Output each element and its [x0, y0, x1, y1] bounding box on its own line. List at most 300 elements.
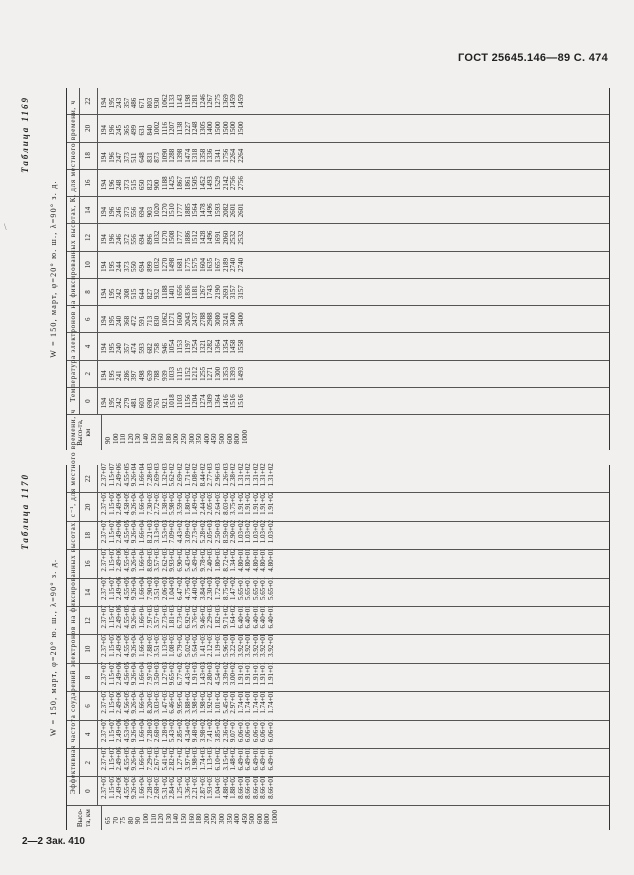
height-cell: 350	[195, 433, 204, 444]
value-cell: 1.66+04	[137, 605, 146, 629]
value-cell: 1.15+07	[107, 747, 116, 771]
value-cell: 1.74+01	[251, 690, 260, 714]
value-cell: 1032	[153, 230, 162, 245]
value-cell: 6.40+01	[259, 605, 268, 629]
value-cell: 5.43+02	[183, 548, 192, 572]
value-cell: 1.26+03	[221, 463, 230, 487]
value-cell: 631	[137, 125, 146, 136]
value-cell: 2.49+06	[115, 775, 124, 799]
value-cell: 1364	[213, 394, 222, 409]
height-cell: 70	[111, 817, 120, 824]
value-cell: 1.27+02	[175, 747, 184, 771]
table-title: W = 150, март, φ=20° ю. ш., λ=90° з. д.	[49, 180, 58, 358]
value-cell: 9.46+02	[198, 605, 207, 629]
value-cell: 2.37+07	[100, 718, 108, 743]
value-cell: 9.71+02	[221, 605, 230, 629]
height-cell: 160	[157, 433, 166, 444]
value-cell: 1.74+01	[236, 690, 245, 714]
value-cell: 1321	[198, 339, 207, 354]
value-cell: 2.37+07	[100, 633, 108, 657]
value-cell: 3.50+03	[153, 662, 162, 686]
value-cell: 7.97+03	[145, 662, 154, 686]
value-cell: 195	[107, 397, 116, 409]
value-cell: 2189	[221, 257, 230, 272]
value-cell: 1512	[191, 230, 200, 245]
value-cell: 1.15+07	[107, 633, 116, 657]
value-cell: 690	[145, 397, 154, 409]
time-column	[67, 279, 609, 306]
value-cell: 1885	[183, 203, 192, 218]
value-cell: 9.78+02	[198, 548, 207, 572]
value-cell: 1248	[191, 121, 200, 136]
value-cell: 1604	[198, 257, 207, 272]
value-cell: 511	[130, 152, 139, 163]
height-cell: 400	[202, 433, 211, 444]
value-cell: 1271	[168, 312, 177, 327]
value-cell: 694	[137, 261, 146, 272]
value-cell: 4.34+02	[183, 718, 192, 743]
value-cell: 946	[160, 343, 169, 354]
value-cell: 195	[107, 97, 116, 109]
height-cell: 110	[119, 433, 128, 444]
value-cell: 1.91+01	[244, 662, 253, 686]
value-cell: 2788	[198, 312, 207, 327]
value-cell: 365	[122, 125, 131, 136]
value-cell: 9.93+02	[168, 548, 177, 572]
time-column	[67, 252, 609, 279]
value-cell: 9.26+04	[130, 463, 139, 487]
data-grid	[66, 465, 610, 830]
value-cell: 195	[107, 343, 116, 354]
table-number-label: Таблица 1169	[20, 96, 30, 173]
value-cell: 2.49+06	[115, 662, 124, 686]
value-cell: 1.98+03	[191, 747, 200, 771]
value-cell: 1.03+02	[244, 520, 253, 544]
height-cell: 65	[104, 817, 112, 824]
value-cell: 2.37+07	[100, 576, 108, 601]
value-cell: 245	[115, 125, 124, 136]
value-cell: 6.06+01	[267, 718, 276, 743]
value-cell: 2.37+07	[100, 690, 108, 714]
value-cell: 515	[130, 179, 139, 191]
value-cell: 2043	[183, 312, 192, 327]
value-cell: 1267	[206, 94, 215, 109]
value-cell: 240	[115, 343, 124, 354]
value-cell: 6.49+01	[244, 747, 253, 771]
value-cell: 4.55+05	[122, 576, 131, 601]
value-cell: 5.65+01	[259, 576, 268, 601]
value-cell: 831	[145, 152, 154, 163]
value-cell: 896	[145, 234, 154, 245]
value-cell: 1.47+03	[160, 690, 169, 714]
value-cell: 803	[145, 97, 154, 109]
height-cell: 500	[248, 813, 257, 824]
height-cell: 1000	[271, 810, 280, 824]
value-cell: 196	[107, 234, 116, 245]
height-cell: 110	[149, 813, 158, 824]
value-cell: 1861	[183, 176, 192, 191]
value-cell: 603	[137, 397, 146, 409]
value-cell: 1.34+02	[229, 548, 238, 572]
value-cell: 279	[122, 397, 131, 409]
value-cell: 758	[153, 343, 162, 354]
time-header: 16	[80, 550, 98, 577]
value-cell: 195	[107, 315, 116, 327]
height-cell: 600	[255, 813, 264, 824]
value-cell: 9.26+04	[130, 605, 139, 629]
value-cell: 1.91+02	[259, 491, 268, 515]
value-cell: 5.65+01	[251, 576, 260, 601]
height-cell: 90	[104, 437, 112, 444]
time-header: 6	[80, 692, 98, 719]
value-cell: 7.09+02	[168, 520, 177, 544]
value-cell: 650	[137, 179, 146, 191]
value-cell: 1.03+02	[251, 520, 260, 544]
value-cell: 903	[145, 206, 154, 218]
value-cell: 1054	[168, 339, 177, 354]
value-cell: 2601	[229, 203, 238, 218]
scan-mark: \	[4, 222, 7, 232]
value-cell: 486	[130, 97, 139, 109]
value-cell: 373	[122, 179, 131, 191]
height-cell: 140	[172, 813, 181, 824]
value-cell: 1.91+01	[259, 662, 268, 686]
value-cell: 7.90+03	[145, 576, 154, 601]
value-cell: 591	[137, 315, 146, 327]
height-cell: 90	[134, 817, 143, 824]
value-cell: 194	[100, 125, 108, 136]
value-cell: 1.04+03	[213, 775, 222, 799]
value-cell: 7.29+03	[145, 747, 154, 771]
value-cell: 2.37+07	[100, 491, 108, 515]
time-header: 2	[80, 361, 98, 387]
value-cell: 1401	[168, 285, 177, 300]
value-cell: 194	[100, 261, 108, 272]
value-cell: 3.88+02	[183, 690, 192, 714]
value-cell: 1300	[213, 366, 222, 381]
value-cell: 2.12+03	[206, 633, 215, 657]
value-cell: 7.30+03	[145, 491, 154, 515]
data-grid	[66, 88, 610, 450]
value-cell: 2.67+03	[153, 747, 162, 771]
value-cell: 3.76+02	[191, 605, 200, 629]
value-cell: 2.84+02	[168, 775, 177, 799]
time-header: 4	[80, 721, 98, 748]
value-cell: 830	[153, 315, 162, 327]
value-cell: 1275	[213, 94, 222, 109]
time-column	[67, 522, 609, 550]
value-cell: 6.06+01	[244, 718, 253, 743]
page-header: ГОСТ 25645.146—89 С. 474	[458, 52, 608, 64]
time-column	[67, 692, 609, 720]
value-cell: 5.45+01	[221, 690, 230, 714]
value-cell: 1.19+03	[213, 633, 222, 657]
value-cell: 1002	[153, 121, 162, 136]
value-cell: 2.49+06	[115, 605, 124, 629]
value-cell: 2.49+06	[115, 633, 124, 657]
value-cell: 1.74+01	[244, 690, 253, 714]
value-cell: 639	[145, 370, 154, 381]
value-cell: 9.48+02	[191, 718, 200, 743]
time-column	[67, 333, 609, 360]
value-cell: 194	[100, 288, 108, 300]
value-cell: 1254	[191, 339, 200, 354]
value-cell: 1353	[221, 366, 230, 381]
value-cell: 4.88+02	[221, 775, 230, 799]
value-cell: 2.73+03	[160, 605, 169, 629]
value-cell: 1270	[160, 230, 169, 245]
value-cell: 3.92+01	[259, 633, 268, 657]
value-cell: 1510	[168, 203, 177, 218]
value-cell: 2.06+03	[160, 576, 169, 601]
value-cell: 1775	[183, 257, 192, 272]
value-cell: 2756	[229, 176, 238, 191]
value-cell: 1267	[198, 285, 207, 300]
value-cell: 2.68+03	[153, 718, 162, 743]
value-cell: 682	[145, 343, 154, 354]
value-cell: 2.80+03	[206, 662, 215, 686]
value-cell: 1.31+02	[251, 463, 260, 487]
value-cell: 1.66+04	[137, 520, 146, 544]
value-cell: 1.31+02	[236, 463, 245, 487]
value-cell: 2.50+03	[213, 520, 222, 544]
value-cell: 1018	[168, 394, 177, 409]
value-cell: 8.03+02	[221, 491, 230, 515]
value-cell: 498	[137, 370, 146, 381]
value-cell: 1500	[213, 121, 222, 136]
value-cell: 2756	[236, 176, 245, 191]
height-cell: 160	[187, 813, 196, 824]
value-cell: 4.40+02	[191, 576, 200, 601]
time-column	[67, 197, 609, 224]
height-cell: 130	[164, 813, 173, 824]
value-cell: 1197	[183, 339, 192, 354]
value-cell: 2.37+07	[100, 548, 108, 572]
value-cell: 840	[145, 125, 154, 136]
value-cell: 556	[130, 234, 139, 245]
value-cell: 5.49+02	[191, 548, 200, 572]
value-cell: 8.75+02	[221, 576, 230, 601]
value-cell: 1282	[206, 339, 215, 354]
value-cell: 2.49+06	[115, 690, 124, 714]
value-cell: 472	[130, 315, 139, 327]
value-cell: 1133	[168, 94, 177, 109]
value-cell: 3157	[229, 285, 238, 300]
value-cell: 3157	[236, 285, 245, 300]
value-cell: 3.97+02	[183, 747, 192, 771]
span-header: Температура электронов на фиксированных высотах, К, для местного времени, ч	[67, 88, 80, 414]
value-cell: 194	[100, 234, 108, 245]
value-cell: 4.55+05	[122, 605, 131, 629]
value-cell: 1227	[183, 121, 192, 136]
value-cell: 194	[100, 315, 108, 327]
height-cell: 80	[126, 817, 135, 824]
value-cell: 3.51+03	[153, 576, 162, 601]
value-cell: 3.36+02	[183, 775, 192, 799]
time-header: 20	[80, 493, 98, 520]
value-cell: 2.49+06	[115, 491, 124, 515]
height-cell: 300	[217, 813, 226, 824]
value-cell: 1309	[206, 394, 215, 409]
height-cell: 600	[225, 433, 234, 444]
value-cell: 1143	[175, 94, 184, 109]
value-cell: 7.28+03	[145, 463, 154, 487]
value-cell: 3.57+03	[153, 605, 162, 629]
value-cell: 3400	[229, 312, 238, 327]
value-cell: 1.91+01	[267, 662, 276, 686]
span-header: Эффективная частота соударений электронов на фиксированных высотах, с⁻¹, для местного времени, ч	[67, 465, 80, 794]
value-cell: 550	[130, 261, 139, 272]
value-cell: 1032	[153, 257, 162, 272]
time-header: 6	[80, 306, 98, 332]
value-cell: 2.30+03	[206, 576, 215, 601]
value-cell: 1657	[213, 257, 222, 272]
time-header: 18	[80, 522, 98, 549]
value-cell: 1400	[206, 121, 215, 136]
value-cell: 1.66+04	[137, 576, 146, 601]
value-cell: 873	[153, 152, 162, 163]
height-cell: 150	[149, 433, 158, 444]
value-cell: 8.66+01	[267, 775, 276, 799]
value-cell: 1270	[160, 257, 169, 272]
value-cell: 1428	[198, 230, 207, 245]
value-cell: 1152	[183, 367, 192, 381]
value-cell: 3.03+03	[153, 690, 162, 714]
value-cell: 1886	[183, 230, 192, 245]
page-footer: 2—2 Зак. 410	[22, 836, 85, 847]
value-cell: 2264	[229, 148, 238, 163]
value-cell: 1.91+03	[191, 662, 200, 686]
value-cell: 1271	[206, 366, 215, 381]
value-cell: 373	[122, 152, 131, 163]
value-cell: 8.44+02	[198, 463, 207, 487]
value-cell: 357	[122, 343, 131, 354]
value-cell: 1.28+03	[160, 718, 169, 743]
value-cell: 2.37+07	[100, 463, 108, 487]
value-cell: 286	[122, 370, 131, 381]
time-header: 4	[80, 333, 98, 359]
value-cell: 7.41+02	[206, 718, 215, 743]
value-cell: 9.26+04	[130, 718, 139, 743]
value-cell: 1.08+03	[168, 633, 177, 657]
value-cell: 3.39+02	[221, 662, 230, 686]
value-cell: 2.69+03	[153, 463, 162, 487]
value-cell: 6.40+01	[267, 605, 276, 629]
value-cell: 671	[137, 97, 146, 109]
value-cell: 1.74+01	[267, 690, 276, 714]
value-cell: 1500	[229, 121, 238, 136]
value-cell: 2.96+03	[213, 463, 222, 487]
value-cell: 1.66+04	[137, 747, 146, 771]
value-cell: 3.98+02	[191, 690, 200, 714]
value-cell: 4.75+02	[183, 576, 192, 601]
value-cell: 9.26+04	[130, 576, 139, 601]
time-column	[67, 718, 609, 749]
height-cell: 120	[126, 433, 135, 444]
value-cell: 1.91+02	[267, 491, 276, 515]
value-cell: 2.36+02	[221, 718, 230, 743]
value-cell: 4.55+05	[122, 633, 131, 657]
value-cell: 1.13+03	[206, 747, 215, 771]
value-cell: 1.15+07	[107, 690, 116, 714]
value-cell: 2.97+01	[229, 690, 238, 714]
value-cell: 1.31+02	[259, 463, 268, 487]
value-cell: 4.56+05	[122, 662, 131, 686]
value-cell: 2.37+07	[100, 775, 108, 799]
value-cell: 1516	[229, 394, 238, 409]
time-column	[67, 635, 609, 663]
value-cell: 1.15+07	[107, 491, 116, 515]
value-cell: 1.66+04	[137, 491, 146, 515]
value-cell: 194	[100, 343, 108, 354]
value-cell: 2.90+02	[229, 520, 238, 544]
value-cell: 761	[153, 397, 162, 409]
value-cell: 474	[130, 343, 139, 354]
value-cell: 240	[115, 315, 124, 327]
value-cell: 1.66+04	[137, 775, 146, 799]
value-cell: 195	[107, 370, 116, 381]
value-cell: 9.26+04	[130, 520, 139, 544]
value-cell: 713	[145, 315, 154, 327]
table1169-rotated-body	[22, 88, 612, 450]
value-cell: 1.01+02	[213, 690, 222, 714]
value-cell: 6.40+01	[251, 605, 260, 629]
height-cell: 130	[134, 433, 143, 444]
value-cell: 4.55+05	[122, 463, 131, 487]
value-cell: 194	[100, 397, 108, 409]
value-cell: 1600	[175, 312, 184, 327]
value-cell: 2532	[236, 230, 245, 245]
value-cell: 7.88+03	[145, 633, 154, 657]
value-cell: 1288	[168, 148, 177, 163]
height-cell: 350	[225, 813, 234, 824]
value-cell: 1.03+02	[236, 520, 245, 544]
time-header: 10	[80, 635, 98, 662]
value-cell: 1.03+02	[267, 520, 276, 544]
value-cell: 1.15+07	[107, 520, 116, 544]
height-cell: 120	[157, 813, 166, 824]
height-cell: 300	[187, 433, 196, 444]
value-cell: 5.62+02	[168, 463, 177, 487]
value-cell: 242	[115, 288, 124, 300]
value-cell: 1153	[175, 339, 184, 354]
value-cell: 4.54+02	[213, 662, 222, 686]
value-cell: 1188	[160, 176, 169, 191]
value-cell: 1033	[168, 366, 177, 381]
time-column	[67, 576, 609, 607]
value-cell: 1062	[160, 94, 169, 109]
value-cell: 1458	[229, 339, 238, 354]
value-cell: 8.72+02	[221, 548, 230, 572]
value-cell: 196	[107, 152, 116, 163]
value-cell: 8.66+01	[251, 775, 260, 799]
value-cell: 1.74+03	[198, 747, 207, 771]
value-cell: 648	[137, 152, 146, 163]
time-header: 20	[80, 115, 98, 141]
table1170-rotated-body	[20, 409, 612, 830]
value-cell: 1575	[191, 257, 200, 272]
value-cell: 1425	[168, 176, 177, 191]
value-cell: 1020	[153, 203, 162, 218]
value-cell: 6.49+01	[267, 747, 276, 771]
value-cell: 556	[130, 206, 139, 218]
value-cell: 1478	[198, 203, 207, 218]
value-cell: 5.98+02	[168, 491, 177, 515]
value-cell: 1.32+03	[160, 463, 169, 487]
height-cell: 500	[217, 433, 226, 444]
value-cell: 694	[137, 234, 146, 245]
value-cell: 2.64+03	[213, 491, 222, 515]
